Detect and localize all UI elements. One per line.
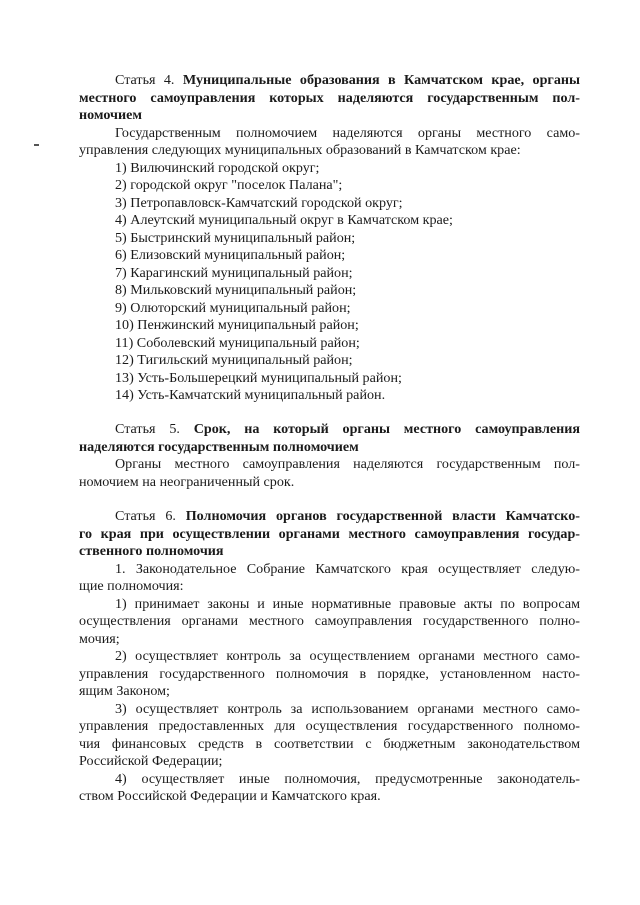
list-item: 13) Усть-Большерецкий муниципальный район; bbox=[115, 369, 402, 386]
scan-mark bbox=[34, 144, 39, 146]
article-5-prefix: Статья 5. bbox=[115, 421, 194, 437]
list-item: 11) Соболевский муниципальный район; bbox=[115, 334, 360, 351]
paragraph-1-line-1: 1. Законодательное Собрание Камчатского края осуществляет следую- bbox=[115, 560, 580, 577]
list-item: 6) Елизовский муниципальный район; bbox=[115, 247, 346, 263]
article-6-heading-line-3 bbox=[79, 543, 580, 561]
list-item: 3) Петропавловск-Камчатский городской округ; bbox=[115, 194, 403, 211]
article-4 bbox=[79, 72, 580, 405]
article-4-heading-line-1 bbox=[79, 72, 580, 90]
article-5-title: Срок, на который органы местного самоуправления bbox=[193, 421, 580, 437]
article-4-title: Муниципальные образования в Камчатском крае, органы bbox=[182, 72, 581, 88]
article-5-title-cont: наделяются государственным полномочием bbox=[79, 438, 359, 455]
article-4-prefix: Статья 4. bbox=[115, 72, 183, 88]
subitem-4-line-2: ством Российской Федерации и Камчатского края. bbox=[79, 788, 381, 804]
subitem-3-line-1: 3) осуществляет контроль за использованием органами местного само- bbox=[115, 700, 580, 717]
article-6 bbox=[79, 508, 580, 806]
subitem-3-line-3: чия финансовых средств в соответствии с бюджетным законодательством bbox=[79, 735, 580, 752]
article-4-intro-line-2: управления следующих муниципальных образований в Камчатском крае: bbox=[79, 142, 521, 158]
list-item: 9) Олюторский муниципальный район; bbox=[115, 299, 351, 316]
article-6-title: Полномочия органов государственной власти Камчатско- bbox=[185, 508, 580, 524]
list-item: 1) Вилючинский городской округ; bbox=[115, 159, 320, 176]
article-4-intro-line-1: Государственным полномочием наделяются органы местного само- bbox=[115, 124, 580, 141]
article-6-prefix: Статья 6. bbox=[115, 508, 186, 524]
list-item: 8) Мильковский муниципальный район; bbox=[115, 282, 357, 298]
article-6-title-end: ственного полномочия bbox=[79, 543, 224, 559]
article-5-heading-line-1 bbox=[79, 421, 580, 439]
article-6-heading-line-1 bbox=[79, 508, 580, 526]
subitem-1-line-3: мочия; bbox=[79, 630, 120, 647]
subitem-1-line-2: осуществления органами местного самоуправления государственного полно- bbox=[79, 613, 580, 629]
article-5 bbox=[79, 421, 580, 491]
article-4-heading-line-3 bbox=[79, 107, 580, 125]
subitem-3-line-2: управления предоставленных для осуществления государственного полномо- bbox=[79, 718, 580, 734]
list-item: 10) Пенжинский муниципальный район; bbox=[115, 317, 359, 333]
list-item: 5) Быстринский муниципальный район; bbox=[115, 229, 356, 246]
article-6-heading-line-2 bbox=[79, 526, 580, 544]
list-item: 14) Усть-Камчатский муниципальный район. bbox=[115, 387, 386, 403]
list-item: 7) Карагинский муниципальный район; bbox=[115, 264, 353, 281]
article-4-heading-line-2 bbox=[79, 90, 580, 108]
list-item: 2) городской округ "поселок Палана"; bbox=[115, 177, 343, 193]
subitem-2-line-3: ящим Законом; bbox=[79, 683, 170, 699]
subitem-2-line-1: 2) осуществляет контроль за осуществлением органами местного само- bbox=[115, 648, 580, 664]
subitem-4-line-1: 4) осуществляет иные полномочия, предусмотренные законодатель- bbox=[115, 770, 580, 787]
article-4-title-end: номочием bbox=[79, 107, 142, 123]
article-5-body-line-1: Органы местного самоуправления наделяются государственным пол- bbox=[115, 456, 580, 472]
article-5-body-line-2: номочием на неограниченный срок. bbox=[79, 473, 295, 490]
subitem-1-line-1: 1) принимает законы и иные нормативные правовые акты по вопросам bbox=[115, 595, 580, 612]
article-4-title-cont: местного самоуправления которых наделяются государственным пол- bbox=[79, 89, 580, 106]
subitem-3-line-4: Российской Федерации; bbox=[79, 753, 223, 769]
article-5-heading-line-2 bbox=[79, 439, 580, 457]
article-6-title-cont: го края при осуществлении органами местного самоуправления государ- bbox=[79, 525, 580, 542]
list-item: 4) Алеутский муниципальный округ в Камчатском крае; bbox=[115, 212, 453, 228]
subitem-2-line-2: управления государственного полномочия в порядке, установленном насто- bbox=[79, 665, 580, 682]
list-item: 12) Тигильский муниципальный район; bbox=[115, 352, 353, 368]
paragraph-1-line-2: щие полномочия: bbox=[79, 578, 184, 594]
